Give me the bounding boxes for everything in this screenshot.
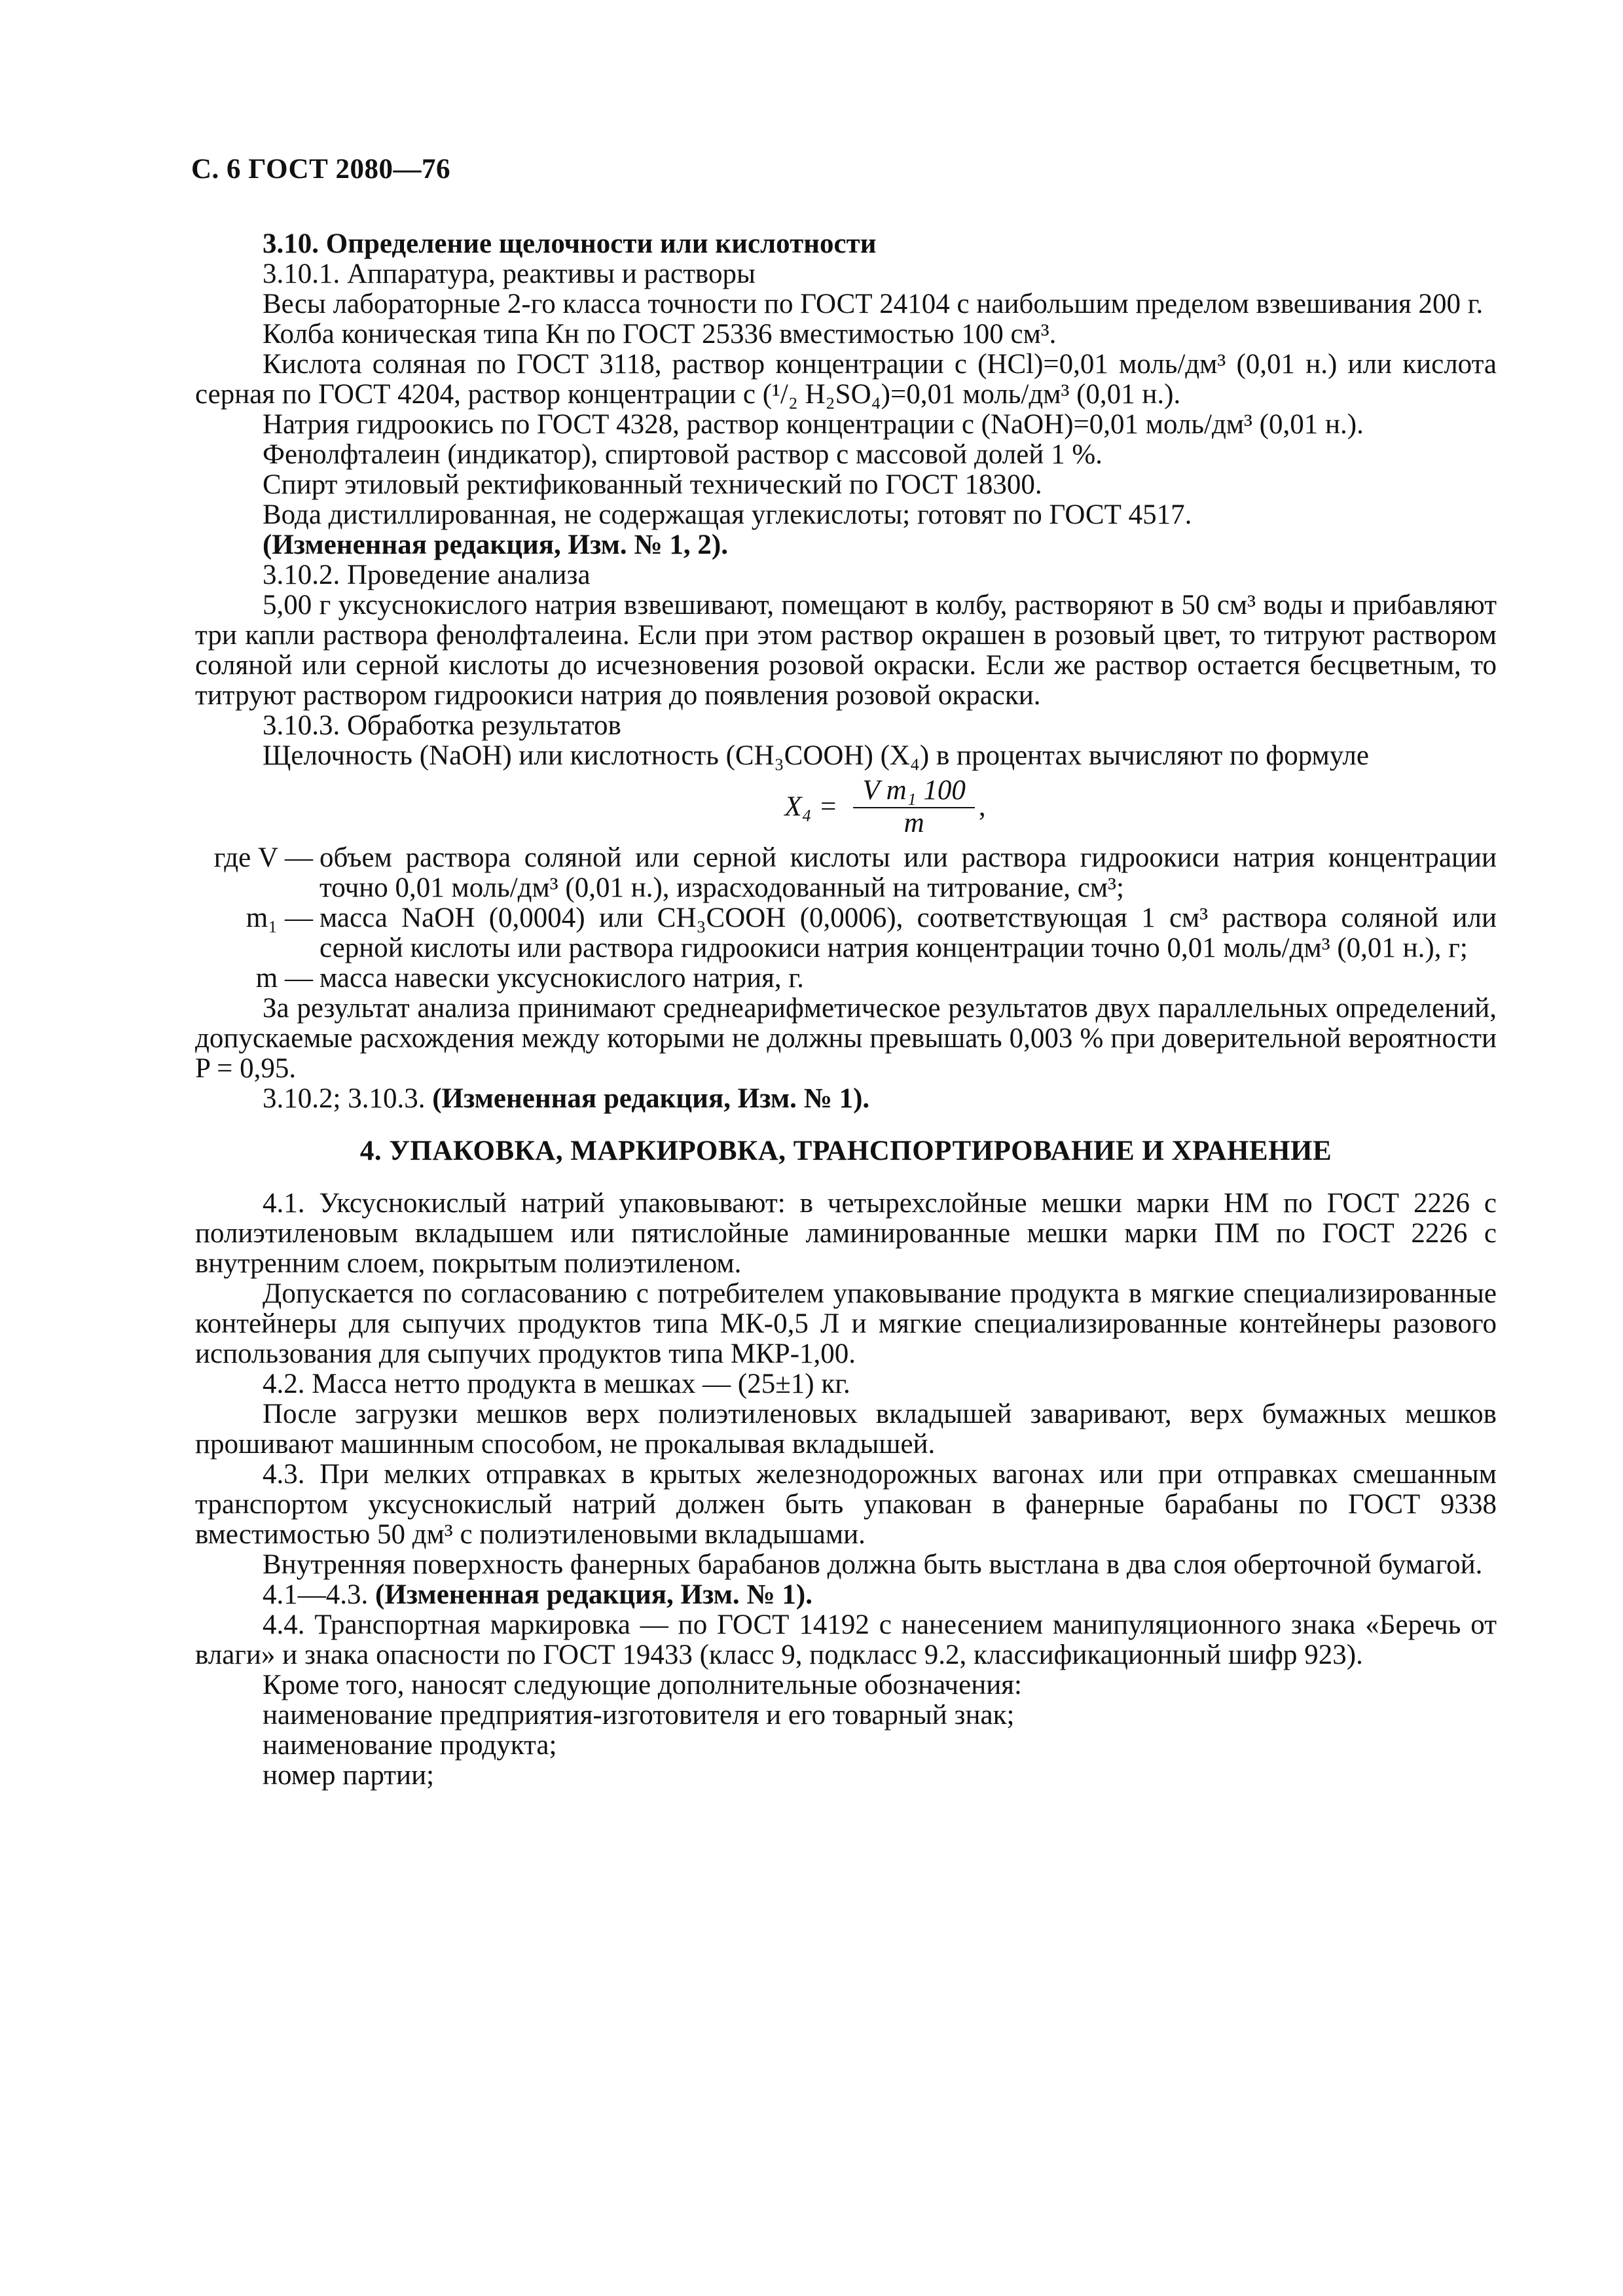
amendment-note: (Измененная редакция, Изм. № 1, 2).	[263, 529, 728, 560]
paragraph-4-3: 4.3. При мелких отправках в крытых железнодорожных вагонах или при отправках смешанным транспортом уксуснокислый натрий должен быть упакован в фанерные барабаны по ГОСТ 9338 вместимостью 50 дм³ с полиэтиленовыми вкладышами.	[195, 1459, 1497, 1550]
list-item: наименование продукта;	[263, 1730, 557, 1761]
subsection-3-10-2: 3.10.2. Проведение анализа	[263, 560, 591, 590]
list-item: наименование предприятия-изготовителя и его товарный знак;	[263, 1700, 1015, 1731]
formula-fraction	[853, 776, 975, 838]
amendment-text: (Измененная редакция, Изм. № 1).	[375, 1579, 812, 1610]
formula	[274, 771, 1497, 843]
flask-item: Колба коническая типа Кн по ГОСТ 25336 вместимостью 100 см³.	[263, 319, 1057, 350]
paragraph-4-3-b: Внутренняя поверхность фанерных барабанов должна быть выстлана в два слоя оберточной бумагой.	[263, 1549, 1483, 1580]
naoh-item: Натрия гидроокись по ГОСТ 4328, раствор концентрации c (NaOH)=0,01 моль/дм³ (0,01 н.).	[263, 409, 1364, 440]
formula-tail: ,	[978, 791, 986, 822]
paragraph-4-4: 4.4. Транспортная маркировка — по ГОСТ 14192 с нанесением манипуляционного знака «Беречь от влаги» и знака опасности по ГОСТ 19433 (класс 9, подкласс 9.2, классификационный шифр 923).	[195, 1609, 1497, 1670]
ethanol-item: Спирт этиловый ректификованный технический по ГОСТ 18300.	[263, 469, 1042, 500]
scales-item: Весы лабораторные 2-го класса точности по ГОСТ 24104 с наибольшим пределом взвешивания 200 г.	[263, 289, 1484, 319]
where-symbol: m —	[255, 963, 313, 994]
page-header: С. 6 ГОСТ 2080—76	[191, 154, 451, 185]
phenolphthalein-item: Фенолфталеин (индикатор), спиртовой раствор с массовой долей 1 %.	[263, 439, 1103, 470]
paragraph-4-4-b: Кроме того, наносят следующие дополнительные обозначения:	[263, 1670, 1022, 1700]
calculation-intro: Щелочность (NaOH) или кислотность (CH₃COOH) (X₄) в процентах вычисляют по формуле	[263, 740, 1369, 771]
where-description: объем раствора соляной или серной кислоты или раствора гидроокиси натрия концентрации точно 0,01 моль/дм³ (0,01 н.), израсходованный на титрование, см³;	[319, 842, 1497, 903]
paragraph-4-2-b: После загрузки мешков верх полиэтиленовых вкладышей заваривают, верх бумажных мешков прошивают машинным способом, не прокалывая вкладышей.	[195, 1399, 1497, 1460]
analysis-paragraph: 5,00 г уксуснокислого натрия взвешивают, помещают в колбу, растворяют в 50 см³ воды и прибавляют три капли раствора фенолфталеина. Если при этом раствор окрашен в розовый цвет, то титруют раствором соляной или серной кислоты до исчезновения розовой окраски. Если же раствор остается бесцветным, то титруют раствором гидроокиси натрия до появления розовой окраски.	[195, 590, 1497, 711]
formula-numerator: V m₁ 100	[853, 776, 975, 808]
result-paragraph: За результат анализа принимают среднеарифметическое результатов двух параллельных определений, допускаемые расхождения между которыми не должны превышать 0,003 % при доверительной вероятности P = 0,95.	[195, 993, 1497, 1084]
list-item: номер партии;	[263, 1760, 435, 1791]
where-description: масса NaOH (0,0004) или CH₃COOH (0,0006), соответствующая 1 см³ раствора соляной или серной кислоты или раствора гидроокиси натрия концентрации точно 0,01 моль/дм³ (0,01 н.), г;	[319, 903, 1497, 963]
subsection-3-10-1: 3.10.1. Аппаратура, реактивы и растворы	[263, 259, 756, 289]
amendment-note-3	[195, 1580, 1497, 1610]
amendment-note-2	[195, 1084, 1497, 1114]
where-symbol: m₁ —	[246, 903, 313, 933]
acid-item: Кислота соляная по ГОСТ 3118, раствор концентрации c (HCl)=0,01 моль/дм³ (0,01 н.) или кислота серная по ГОСТ 4204, раствор концентрации c (¹/₂ H₂SO₄)=0,01 моль/дм³ (0,01 н.).	[195, 349, 1497, 410]
document-body	[195, 229, 1497, 1791]
paragraph-4-1: 4.1. Уксуснокислый натрий упаковывают: в четырехслойные мешки марки НМ по ГОСТ 2226 с полиэтиленовым вкладышем или пятислойные ламинированные мешки марки ПМ по ГОСТ 2226 с внутренним слоем, покрытым полиэтиленом.	[195, 1188, 1497, 1279]
subsection-3-10-3: 3.10.3. Обработка результатов	[263, 710, 621, 741]
paragraph-4-1-b: Допускается по согласованию с потребителем упаковывание продукта в мягкие специализированные контейнеры для сыпучих продуктов типа МК-0,5 Л и мягкие специализированные контейнеры разового использования для сыпучих продуктов типа МКР-1,00.	[195, 1278, 1497, 1369]
section-4-title: 4. УПАКОВКА, МАРКИРОВКА, ТРАНСПОРТИРОВАНИЕ И ХРАНЕНИЕ	[359, 1136, 1332, 1166]
where-description: масса навески уксуснокислого натрия, г.	[319, 963, 804, 994]
where-symbol: где V —	[213, 842, 313, 873]
formula-lhs: X₄ =	[784, 791, 838, 822]
where-definitions	[195, 843, 1497, 994]
formula-denominator: m	[903, 808, 924, 838]
amendment-text: (Измененная редакция, Изм. № 1).	[432, 1083, 870, 1114]
section-3-10-title: 3.10. Определение щелочности или кислотности	[263, 228, 877, 259]
amendment-prefix: 3.10.2; 3.10.3.	[263, 1083, 426, 1114]
amendment-prefix: 4.1—4.3.	[263, 1579, 369, 1610]
paragraph-4-2: 4.2. Масса нетто продукта в мешках — (25±1) кг.	[263, 1369, 850, 1399]
water-item: Вода дистиллированная, не содержащая углекислоты; готовят по ГОСТ 4517.	[263, 499, 1192, 530]
